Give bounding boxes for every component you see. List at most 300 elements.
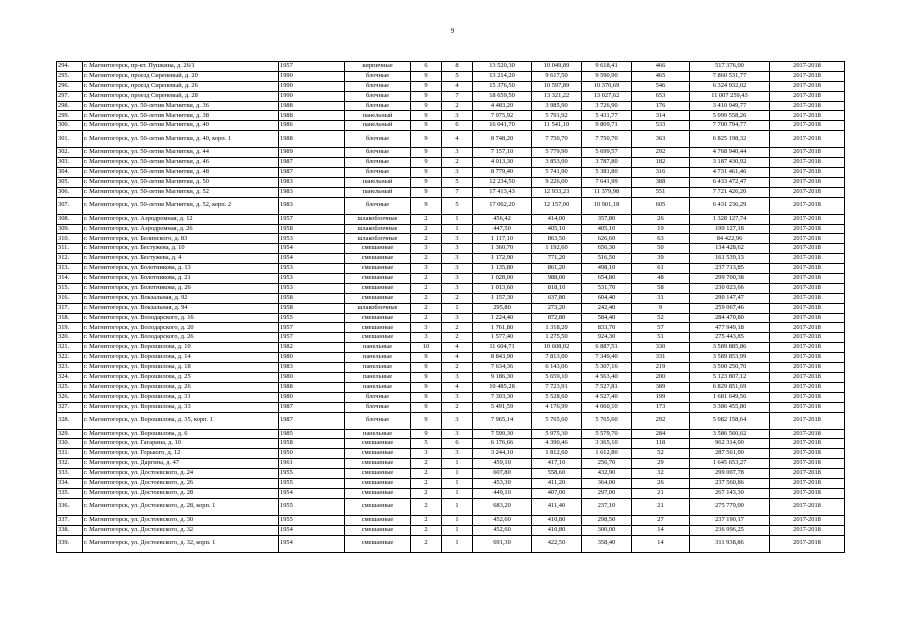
cell-living-area: 1 318,20 <box>532 323 582 333</box>
cell-living-area: 5 791,92 <box>532 111 582 121</box>
cell-entrances: 8 <box>442 62 473 72</box>
cell-living-area: 273,20 <box>532 303 582 313</box>
cell-address: г. Магнитогорск, ул. Ворошилова, д. 26 <box>83 382 279 392</box>
cell-row-number: 310. <box>57 234 83 244</box>
cell-total-area: 1 028,00 <box>473 274 532 284</box>
cell-cost: 299 700,38 <box>690 274 770 284</box>
cell-entrances: 6 <box>442 439 473 449</box>
cell-build-year: 1955 <box>279 498 345 515</box>
cell-total-area: 1 013,60 <box>473 283 532 293</box>
cell-wall-material: блочные <box>345 197 411 214</box>
cell-residential-area: 5 381,80 <box>582 168 632 178</box>
cell-wall-material: смешанные <box>345 293 411 303</box>
cell-floors: 9 <box>411 353 442 363</box>
cell-address: г. Магнитогорск, ул. 50-летия Магнитки, д. 40 <box>83 121 279 131</box>
cell-living-area: 10 597,89 <box>532 81 582 91</box>
cell-cost: 134 428,62 <box>690 244 770 254</box>
cell-floors: 2 <box>411 488 442 498</box>
cell-living-area: 861,20 <box>532 264 582 274</box>
cell-row-number: 321. <box>57 343 83 353</box>
cell-wall-material: шлакоблочные <box>345 303 411 313</box>
cell-cost: 6 829 851,69 <box>690 382 770 392</box>
cell-period: 2017-2018 <box>770 323 845 333</box>
cell-living-area: 863,50 <box>532 234 582 244</box>
cell-address: г. Магнитогорск, ул. Достоевского, д. 32, корп. 1 <box>83 535 279 552</box>
table-row <box>57 62 845 72</box>
table-row <box>57 429 845 439</box>
cell-residents: 52 <box>632 313 690 323</box>
cell-build-year: 1985 <box>279 429 345 439</box>
cell-build-year: 1990 <box>279 91 345 101</box>
cell-wall-material: блочные <box>345 91 411 101</box>
cell-total-area: 607,80 <box>473 469 532 479</box>
table-row <box>57 313 845 323</box>
cell-build-year: 1954 <box>279 254 345 264</box>
cell-build-year: 1990 <box>279 71 345 81</box>
cell-cost: 7 700 794,77 <box>690 121 770 131</box>
cell-period: 2017-2018 <box>770 234 845 244</box>
cell-residents: 388 <box>632 177 690 187</box>
cell-period: 2017-2018 <box>770 148 845 158</box>
cell-floors: 3 <box>411 449 442 459</box>
table-row <box>57 283 845 293</box>
cell-residential-area: 432,90 <box>582 469 632 479</box>
cell-cost: 477 949,18 <box>690 323 770 333</box>
cell-address: г. Магнитогорск, ул. Аэродромная, д. 26 <box>83 224 279 234</box>
cell-entrances: 3 <box>442 412 473 429</box>
cell-living-area: 7 750,70 <box>532 131 582 148</box>
cell-build-year: 1983 <box>279 177 345 187</box>
cell-row-number: 312. <box>57 254 83 264</box>
cell-entrances: 1 <box>442 515 473 525</box>
cell-row-number: 314. <box>57 274 83 284</box>
cell-period: 2017-2018 <box>770 343 845 353</box>
cell-wall-material: смешанные <box>345 515 411 525</box>
cell-period: 2017-2018 <box>770 121 845 131</box>
cell-cost: 4 731 461,46 <box>690 168 770 178</box>
cell-entrances: 3 <box>442 264 473 274</box>
table-row <box>57 372 845 382</box>
cell-period: 2017-2018 <box>770 402 845 412</box>
cell-total-area: 8 748,20 <box>473 131 532 148</box>
table-row <box>57 515 845 525</box>
cell-build-year: 1987 <box>279 412 345 429</box>
cell-period: 2017-2018 <box>770 525 845 535</box>
cell-residents: 14 <box>632 525 690 535</box>
cell-residential-area: 5 765,60 <box>582 412 632 429</box>
cell-floors: 9 <box>411 121 442 131</box>
cell-entrances: 7 <box>442 91 473 101</box>
cell-residents: 9 <box>632 303 690 313</box>
table-row <box>57 214 845 224</box>
cell-cost: 299 007,78 <box>690 469 770 479</box>
cell-wall-material: шлакоблочные <box>345 214 411 224</box>
cell-total-area: 7 975,92 <box>473 111 532 121</box>
cell-wall-material: шлакоблочные <box>345 234 411 244</box>
cell-total-area: 4 483,20 <box>473 101 532 111</box>
cell-cost: 3 386 455,80 <box>690 402 770 412</box>
cell-row-number: 301. <box>57 131 83 148</box>
cell-address: г. Магнитогорск, ул. Ворошилова, д. 33 <box>83 402 279 412</box>
cell-wall-material: блочные <box>345 148 411 158</box>
cell-residential-area: 3 365,10 <box>582 439 632 449</box>
cell-cost: 4 768 940,44 <box>690 148 770 158</box>
table-row <box>57 101 845 111</box>
cell-wall-material: панельные <box>345 363 411 373</box>
cell-build-year: 1988 <box>279 131 345 148</box>
cell-residents: 61 <box>632 264 690 274</box>
cell-total-area: 7 599,30 <box>473 429 532 439</box>
cell-residents: 52 <box>632 449 690 459</box>
cell-living-area: 5 741,90 <box>532 168 582 178</box>
table-row <box>57 121 845 131</box>
cell-residential-area: 7 349,40 <box>582 353 632 363</box>
cell-entrances: 1 <box>442 469 473 479</box>
cell-cost: 199 127,18 <box>690 224 770 234</box>
cell-period: 2017-2018 <box>770 274 845 284</box>
table-row <box>57 224 845 234</box>
cell-address: г. Магнитогорск, ул. 50-летия Магнитки, д. 52 <box>83 187 279 197</box>
cell-residents: 182 <box>632 158 690 168</box>
cell-address: г. Магнитогорск, ул. Ворошилова, д. 35, корп. 1 <box>83 412 279 429</box>
cell-floors: 10 <box>411 343 442 353</box>
cell-entrances: 2 <box>442 333 473 343</box>
cell-cost: 237 190,17 <box>690 515 770 525</box>
cell-entrances: 1 <box>442 214 473 224</box>
table-row <box>57 343 845 353</box>
cell-period: 2017-2018 <box>770 293 845 303</box>
cell-residents: 465 <box>632 71 690 81</box>
cell-wall-material: смешанные <box>345 244 411 254</box>
cell-residential-area: 357,80 <box>582 214 632 224</box>
cell-row-number: 299. <box>57 111 83 121</box>
cell-wall-material: смешанные <box>345 535 411 552</box>
cell-residential-area: 584,40 <box>582 313 632 323</box>
cell-wall-material: блочные <box>345 168 411 178</box>
cell-total-area: 16 041,70 <box>473 121 532 131</box>
cell-wall-material: смешанные <box>345 254 411 264</box>
cell-wall-material: смешанные <box>345 439 411 449</box>
cell-residents: 27 <box>632 515 690 525</box>
cell-living-area: 13 321,22 <box>532 91 582 101</box>
cell-living-area: 3 853,00 <box>532 158 582 168</box>
cell-residents: 63 <box>632 234 690 244</box>
cell-living-area: 5 528,60 <box>532 392 582 402</box>
cell-total-area: 683,20 <box>473 498 532 515</box>
cell-period: 2017-2018 <box>770 392 845 402</box>
cell-residents: 292 <box>632 148 690 158</box>
cell-row-number: 297. <box>57 91 83 101</box>
cell-residents: 57 <box>632 323 690 333</box>
cell-row-number: 334. <box>57 478 83 488</box>
cell-floors: 9 <box>411 429 442 439</box>
cell-total-area: 1 135,80 <box>473 264 532 274</box>
cell-address: г. Магнитогорск, ул. Достоевского, д. 28, корп. 1 <box>83 498 279 515</box>
cell-floors: 2 <box>411 478 442 488</box>
cell-floors: 9 <box>411 91 442 101</box>
cell-row-number: 308. <box>57 214 83 224</box>
cell-residential-area: 358,40 <box>582 535 632 552</box>
cell-entrances: 3 <box>442 111 473 121</box>
cell-row-number: 325. <box>57 382 83 392</box>
cell-build-year: 1954 <box>279 525 345 535</box>
cell-wall-material: блочные <box>345 131 411 148</box>
cell-wall-material: смешанные <box>345 498 411 515</box>
cell-residential-area: 626,60 <box>582 234 632 244</box>
cell-row-number: 311. <box>57 244 83 254</box>
cell-build-year: 1953 <box>279 264 345 274</box>
cell-wall-material: панельный <box>345 187 411 197</box>
cell-total-area: 1 157,30 <box>473 293 532 303</box>
cell-row-number: 327. <box>57 402 83 412</box>
cell-living-area: 7 723,91 <box>532 382 582 392</box>
cell-cost: 1 681 649,56 <box>690 392 770 402</box>
cell-floors: 2 <box>411 469 442 479</box>
cell-cost: 1 645 653,27 <box>690 459 770 469</box>
cell-residents: 51 <box>632 333 690 343</box>
table-row <box>57 91 845 101</box>
table-row <box>57 187 845 197</box>
cell-period: 2017-2018 <box>770 187 845 197</box>
cell-address: г. Магнитогорск, ул. Белинского, д. 83 <box>83 234 279 244</box>
cell-cost: 6 324 932,02 <box>690 81 770 91</box>
cell-build-year: 1950 <box>279 449 345 459</box>
cell-residents: 173 <box>632 402 690 412</box>
cell-period: 2017-2018 <box>770 498 845 515</box>
cell-build-year: 1988 <box>279 101 345 111</box>
cell-entrances: 2 <box>442 323 473 333</box>
cell-total-area: 459,10 <box>473 459 532 469</box>
housing-register-table <box>56 61 845 553</box>
cell-row-number: 320. <box>57 333 83 343</box>
cell-living-area: 414,00 <box>532 214 582 224</box>
cell-living-area: 5 659,10 <box>532 372 582 382</box>
cell-cost: 5 082 158,64 <box>690 412 770 429</box>
cell-entrances: 1 <box>442 303 473 313</box>
page-number: 9 <box>450 27 455 35</box>
cell-build-year: 1980 <box>279 372 345 382</box>
cell-cost: 1 328 127,74 <box>690 214 770 224</box>
cell-floors: 2 <box>411 293 442 303</box>
cell-living-area: 5 779,90 <box>532 148 582 158</box>
cell-address: г. Магнитогорск, ул. 50-летия Магнитки, д. 52, корп. 2 <box>83 197 279 214</box>
cell-address: г. Магнитогорск, ул. 50-летия Магнитки, д. 46 <box>83 158 279 168</box>
table-row <box>57 71 845 81</box>
cell-entrances: 4 <box>442 382 473 392</box>
cell-address: г. Магнитогорск, ул. Аэродромная, д. 12 <box>83 214 279 224</box>
table-row <box>57 459 845 469</box>
cell-build-year: 1980 <box>279 392 345 402</box>
cell-row-number: 319. <box>57 323 83 333</box>
cell-build-year: 1986 <box>279 121 345 131</box>
cell-total-area: 447,50 <box>473 224 532 234</box>
cell-residential-area: 7 750,70 <box>582 131 632 148</box>
cell-total-area: 8 843,90 <box>473 353 532 363</box>
cell-residential-area: 5 699,57 <box>582 148 632 158</box>
cell-period: 2017-2018 <box>770 412 845 429</box>
cell-residential-area: 4 563,40 <box>582 372 632 382</box>
cell-period: 2017-2018 <box>770 469 845 479</box>
cell-wall-material: смешанные <box>345 469 411 479</box>
cell-wall-material: смешанные <box>345 478 411 488</box>
cell-living-area: 558,60 <box>532 469 582 479</box>
cell-residents: 48 <box>632 274 690 284</box>
cell-floors: 9 <box>411 197 442 214</box>
cell-wall-material: блочные <box>345 402 411 412</box>
cell-row-number: 294. <box>57 62 83 72</box>
cell-floors: 2 <box>411 525 442 535</box>
cell-address: г. Магнитогорск, ул. 50-летия Магнитки, д. 48 <box>83 168 279 178</box>
table-row <box>57 323 845 333</box>
cell-wall-material: смешанные <box>345 313 411 323</box>
cell-residents: 389 <box>632 382 690 392</box>
cell-cost: 290 147,47 <box>690 293 770 303</box>
cell-entrances: 3 <box>442 283 473 293</box>
cell-cost: 275 779,00 <box>690 498 770 515</box>
cell-entrances: 6 <box>442 121 473 131</box>
cell-living-area: 410,80 <box>532 515 582 525</box>
cell-residents: 21 <box>632 488 690 498</box>
cell-row-number: 313. <box>57 264 83 274</box>
cell-address: г. Магнитогорск, ул. Достоевского, д. 26 <box>83 478 279 488</box>
cell-residential-area: 604,40 <box>582 293 632 303</box>
cell-residential-area: 9 590,90 <box>582 71 632 81</box>
cell-build-year: 1990 <box>279 81 345 91</box>
cell-residents: 58 <box>632 283 690 293</box>
cell-address: г. Магнитогорск, ул. Бестужева, д. 10 <box>83 244 279 254</box>
cell-row-number: 329. <box>57 429 83 439</box>
cell-total-area: 5 491,59 <box>473 402 532 412</box>
cell-wall-material: панельные <box>345 429 411 439</box>
cell-floors: 9 <box>411 412 442 429</box>
cell-total-area: 1 761,80 <box>473 323 532 333</box>
cell-build-year: 1954 <box>279 488 345 498</box>
cell-floors: 2 <box>411 313 442 323</box>
cell-residential-area: 364,00 <box>582 478 632 488</box>
cell-total-area: 452,60 <box>473 515 532 525</box>
cell-total-area: 15 376,50 <box>473 81 532 91</box>
table-row <box>57 525 845 535</box>
cell-row-number: 331. <box>57 449 83 459</box>
cell-total-area: 8 779,40 <box>473 168 532 178</box>
table-row <box>57 264 845 274</box>
cell-entrances: 5 <box>442 177 473 187</box>
cell-total-area: 18 659,50 <box>473 91 532 101</box>
cell-floors: 9 <box>411 177 442 187</box>
cell-address: г. Магнитогорск, ул. Володарского, д. 26 <box>83 333 279 343</box>
cell-cost: 3 586 560,62 <box>690 429 770 439</box>
cell-total-area: 13 214,20 <box>473 71 532 81</box>
cell-residential-area: 405,10 <box>582 224 632 234</box>
cell-entrances: 1 <box>442 498 473 515</box>
cell-living-area: 988,00 <box>532 274 582 284</box>
cell-floors: 9 <box>411 131 442 148</box>
cell-living-area: 417,10 <box>532 459 582 469</box>
cell-address: г. Магнитогорск, ул. 50-летия Магнитки, д. 40, корп. 1 <box>83 131 279 148</box>
cell-living-area: 10 608,02 <box>532 343 582 353</box>
cell-residential-area: 498,10 <box>582 264 632 274</box>
cell-row-number: 318. <box>57 313 83 323</box>
cell-floors: 9 <box>411 71 442 81</box>
cell-row-number: 317. <box>57 303 83 313</box>
cell-floors: 2 <box>411 303 442 313</box>
cell-period: 2017-2018 <box>770 449 845 459</box>
cell-residents: 314 <box>632 111 690 121</box>
cell-residential-area: 531,70 <box>582 283 632 293</box>
cell-cost: 84 422,96 <box>690 234 770 244</box>
cell-living-area: 818,10 <box>532 283 582 293</box>
table-row <box>57 148 845 158</box>
cell-living-area: 771,20 <box>532 254 582 264</box>
cell-residents: 200 <box>632 372 690 382</box>
cell-period: 2017-2018 <box>770 429 845 439</box>
cell-wall-material: панельный <box>345 177 411 187</box>
cell-living-area: 5 975,30 <box>532 429 582 439</box>
cell-entrances: 1 <box>442 478 473 488</box>
table-row <box>57 439 845 449</box>
cell-floors: 9 <box>411 101 442 111</box>
cell-build-year: 1980 <box>279 353 345 363</box>
cell-residential-area: 5 431,77 <box>582 111 632 121</box>
cell-address: г. Магнитогорск, ул. Болотникова, д. 13 <box>83 264 279 274</box>
cell-living-area: 1 192,60 <box>532 244 582 254</box>
cell-build-year: 1988 <box>279 382 345 392</box>
cell-floors: 2 <box>411 498 442 515</box>
cell-address: г. Магнитогорск, проезд Сиреневый, д. 28 <box>83 91 279 101</box>
cell-period: 2017-2018 <box>770 372 845 382</box>
cell-floors: 2 <box>411 214 442 224</box>
cell-build-year: 1957 <box>279 214 345 224</box>
table-row <box>57 363 845 373</box>
cell-cost: 267 143,30 <box>690 488 770 498</box>
cell-residents: 533 <box>632 121 690 131</box>
cell-build-year: 1953 <box>279 274 345 284</box>
cell-wall-material: смешанные <box>345 449 411 459</box>
cell-row-number: 300. <box>57 121 83 131</box>
cell-build-year: 1989 <box>279 148 345 158</box>
cell-total-area: 1 172,90 <box>473 254 532 264</box>
cell-wall-material: панельные <box>345 343 411 353</box>
cell-residential-area: 3 726,90 <box>582 101 632 111</box>
cell-row-number: 305. <box>57 177 83 187</box>
cell-total-area: 1 117,10 <box>473 234 532 244</box>
cell-floors: 9 <box>411 148 442 158</box>
cell-address: г. Магнитогорск, ул. Даргина, д. 47 <box>83 459 279 469</box>
cell-entrances: 3 <box>442 274 473 284</box>
cell-entrances: 1 <box>442 525 473 535</box>
cell-wall-material: блочные <box>345 81 411 91</box>
cell-residential-area: 3 787,80 <box>582 158 632 168</box>
cell-period: 2017-2018 <box>770 439 845 449</box>
cell-living-area: 422,50 <box>532 535 582 552</box>
cell-address: г. Магнитогорск, ул. Ворошилова, д. 14 <box>83 353 279 363</box>
table-row <box>57 469 845 479</box>
cell-residential-area: 237,10 <box>582 498 632 515</box>
cell-entrances: 1 <box>442 459 473 469</box>
cell-build-year: 1988 <box>279 111 345 121</box>
cell-floors: 9 <box>411 168 442 178</box>
cell-floors: 2 <box>411 283 442 293</box>
cell-residents: 466 <box>632 62 690 72</box>
table-row <box>57 81 845 91</box>
table-row <box>57 234 845 244</box>
cell-entrances: 3 <box>442 148 473 158</box>
cell-wall-material: смешанные <box>345 525 411 535</box>
cell-build-year: 1957 <box>279 323 345 333</box>
cell-build-year: 1983 <box>279 187 345 197</box>
cell-cost: 7 860 531,77 <box>690 71 770 81</box>
cell-wall-material: блочные <box>345 412 411 429</box>
